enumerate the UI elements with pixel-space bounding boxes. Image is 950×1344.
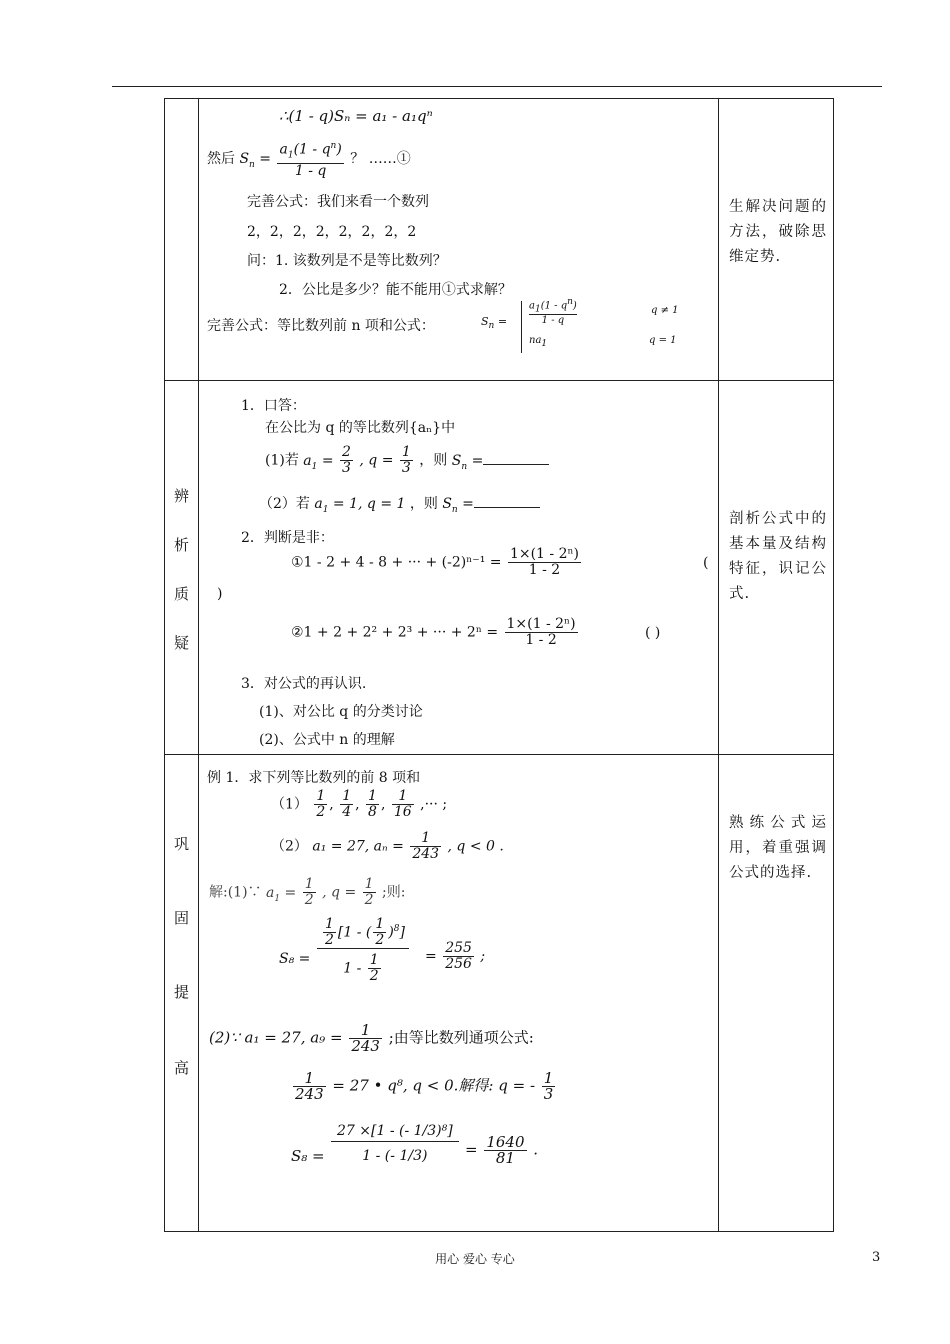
solution-line-2: (2)∵ a₁ = 27, a₉ = $\frac{1}{243}$ ;由等比数列通项公式: [209, 1021, 534, 1055]
solution-line-3: $\frac{1}{243}$ = 27 • q⁸, q < 0.解得: q = - $\frac{1}{3}$ [295, 1069, 554, 1103]
side-cell [165, 381, 199, 755]
numerator: 255 [445, 940, 472, 956]
s8-result: = $\frac{255}{256}$ ; [425, 940, 486, 972]
text: ;则: [382, 884, 406, 901]
denominator: 81 [484, 1150, 526, 1166]
side-label: 疑 [173, 634, 189, 652]
exercise-2: （2）若 $a_1 = 1$, q = 1 ，则 $S_n$ = [259, 493, 540, 515]
text-line: 3．对公式的再认识. [241, 676, 367, 692]
side-cell [165, 755, 199, 1232]
side-label: 析 [173, 536, 189, 554]
s8-result-2: = $\frac{1640}{81}$ . [465, 1133, 539, 1167]
side-label: 质 [173, 585, 189, 603]
s8-fraction: $\frac{1}{2}$ [1 - ( $\frac{1}{2}$ )$^8$] 1 - $\frac{1}{2}$ [317, 917, 409, 984]
text-line: 1．口答： [241, 398, 306, 414]
example-part-1: （1） $\frac{1}{2}$ , $\frac{1}{4}$ , $\frac{1}{8}$ , $\frac{1}{16}$ ,··· ; [271, 788, 448, 820]
numerator: 27 ×[1 - (- 1/3)⁸] [337, 1123, 453, 1139]
teaching-note: 生解决问题的方法，破除思维定势. [729, 199, 827, 265]
s8-label-2: S₈ = [291, 1147, 325, 1165]
piecewise-case-1: $a_1(1 - q^n)$ 1 - q [529, 297, 577, 327]
text: ，则 [409, 496, 438, 512]
numerator: 1×(1 - 2ⁿ) [509, 546, 580, 562]
side-cell [165, 99, 199, 381]
side-label: 巩 [173, 835, 189, 853]
answer-blank[interactable] [474, 495, 540, 508]
formula: q = - [498, 1076, 536, 1095]
text-line: 2．判断是非： [241, 530, 334, 546]
s8-fraction-2 [331, 1123, 459, 1164]
derivation-line: ∴(1 - q)Sₙ = a₁ - a₁qⁿ [279, 107, 433, 125]
table-row [165, 99, 834, 381]
formula: , q < 0 . [447, 838, 504, 855]
piecewise-label: $S_n$ = [481, 315, 508, 332]
formula-intro: 完善公式：等比数列前 n 项和公式： [207, 318, 435, 334]
s8-label: S₈ = [279, 951, 311, 967]
teaching-note: 剖析公式中的基本量及结构特征，识记公式. [729, 511, 827, 602]
denominator: 256 [445, 956, 472, 972]
note-cell [719, 755, 834, 1232]
table-row [165, 381, 834, 755]
text: ,··· ; [420, 796, 448, 813]
numerator: 1640 [486, 1133, 525, 1151]
text: 然后 [207, 151, 235, 168]
formula: ①1 - 2 + 4 - 8 + ··· + (-2)ⁿ⁻¹ = [291, 554, 502, 571]
text: ;由等比数列通项公式: [388, 1028, 534, 1047]
content-cell [199, 381, 719, 755]
answer-blank[interactable] [483, 452, 549, 465]
side-label: 提 [173, 983, 189, 1001]
judgement-1 [291, 547, 583, 578]
denominator: 1 - 2 [505, 632, 578, 648]
text-line: (1)、对公比 q 的分类讨论 [259, 704, 423, 720]
denominator: 1 - 2 [508, 562, 581, 578]
text: (1)若 [265, 452, 299, 469]
exercise-1: (1)若 $a_1$ = $\frac{2}{3}$ , q = $\frac{1}{3}$ ，则 $S_n$ = [265, 445, 549, 476]
text: （2）若 [259, 496, 310, 512]
note-cell [719, 381, 834, 755]
formula: ②1 + 2 + 2² + 2³ + ··· + 2ⁿ = [291, 624, 499, 641]
text: ，则 [419, 452, 448, 469]
text: ？ ……① [350, 151, 411, 168]
piecewise-condition-2: q = 1 [649, 335, 677, 346]
page-footer: 用心 爱心 专心 [435, 1252, 515, 1266]
example-title: 例 1．求下列等比数列的前 8 项和 [207, 770, 421, 786]
header-rule [112, 86, 882, 87]
note-cell [719, 99, 834, 381]
paren: ) [217, 586, 223, 602]
text: （1） [271, 796, 308, 813]
sum-formula-line: 然后 $S_n$ = $\frac{a_1(1 - q^n)}{1 - q}$ ？ ……① [207, 141, 411, 180]
text-line: (2)、公式中 n 的理解 [259, 732, 395, 748]
sequence-line: 2，2，2，2，2，2，2，2 [247, 224, 417, 240]
teaching-note: 熟练公式运用，着重强调公式的选择. [729, 815, 827, 881]
side-label: 高 [173, 1059, 189, 1077]
content-cell [199, 755, 719, 1232]
page-number: 3 [872, 1250, 881, 1265]
example-part-2: （2） a₁ = 27, aₙ = $\frac{1}{243}$ , q < 0 . [271, 830, 504, 862]
formula: a₁ = 27, aₙ = [312, 838, 404, 855]
question-line: 问：1. 该数列是不是等比数列？ [247, 253, 447, 269]
judgement-2 [291, 617, 580, 648]
denominator: 1 - (- 1/3) [331, 1141, 459, 1164]
side-label: 固 [173, 909, 189, 927]
paren: ( [703, 555, 709, 571]
piecewise-case-2: $na_1$ [529, 335, 548, 349]
question-line: 2．公比是多少？能不能用①式求解？ [279, 282, 512, 298]
text: （2） [271, 838, 308, 855]
table-row [165, 755, 834, 1232]
content-cell [199, 99, 719, 381]
formula: (2)∵ a₁ = 27, a₉ = [209, 1028, 343, 1047]
text: 解:(1)∵ [209, 884, 262, 901]
lesson-table [164, 98, 834, 1232]
piecewise-condition-1: q ≠ 1 [651, 305, 679, 316]
formula: = 27 • q⁸, q < 0.解得: [332, 1076, 494, 1095]
solution-line-1: 解:(1)∵ $a_1$ = $\frac{1}{2}$ , q = $\frac{1}{2}$ ;则: [209, 876, 406, 908]
answer-parens: ( ) [645, 625, 661, 641]
text-line: 完善公式：我们来看一个数列 [247, 194, 429, 210]
text-line: 在公比为 q 的等比数列{aₙ}中 [265, 420, 456, 436]
side-label: 辨 [173, 487, 189, 505]
numerator: 1×(1 - 2ⁿ) [506, 616, 576, 632]
